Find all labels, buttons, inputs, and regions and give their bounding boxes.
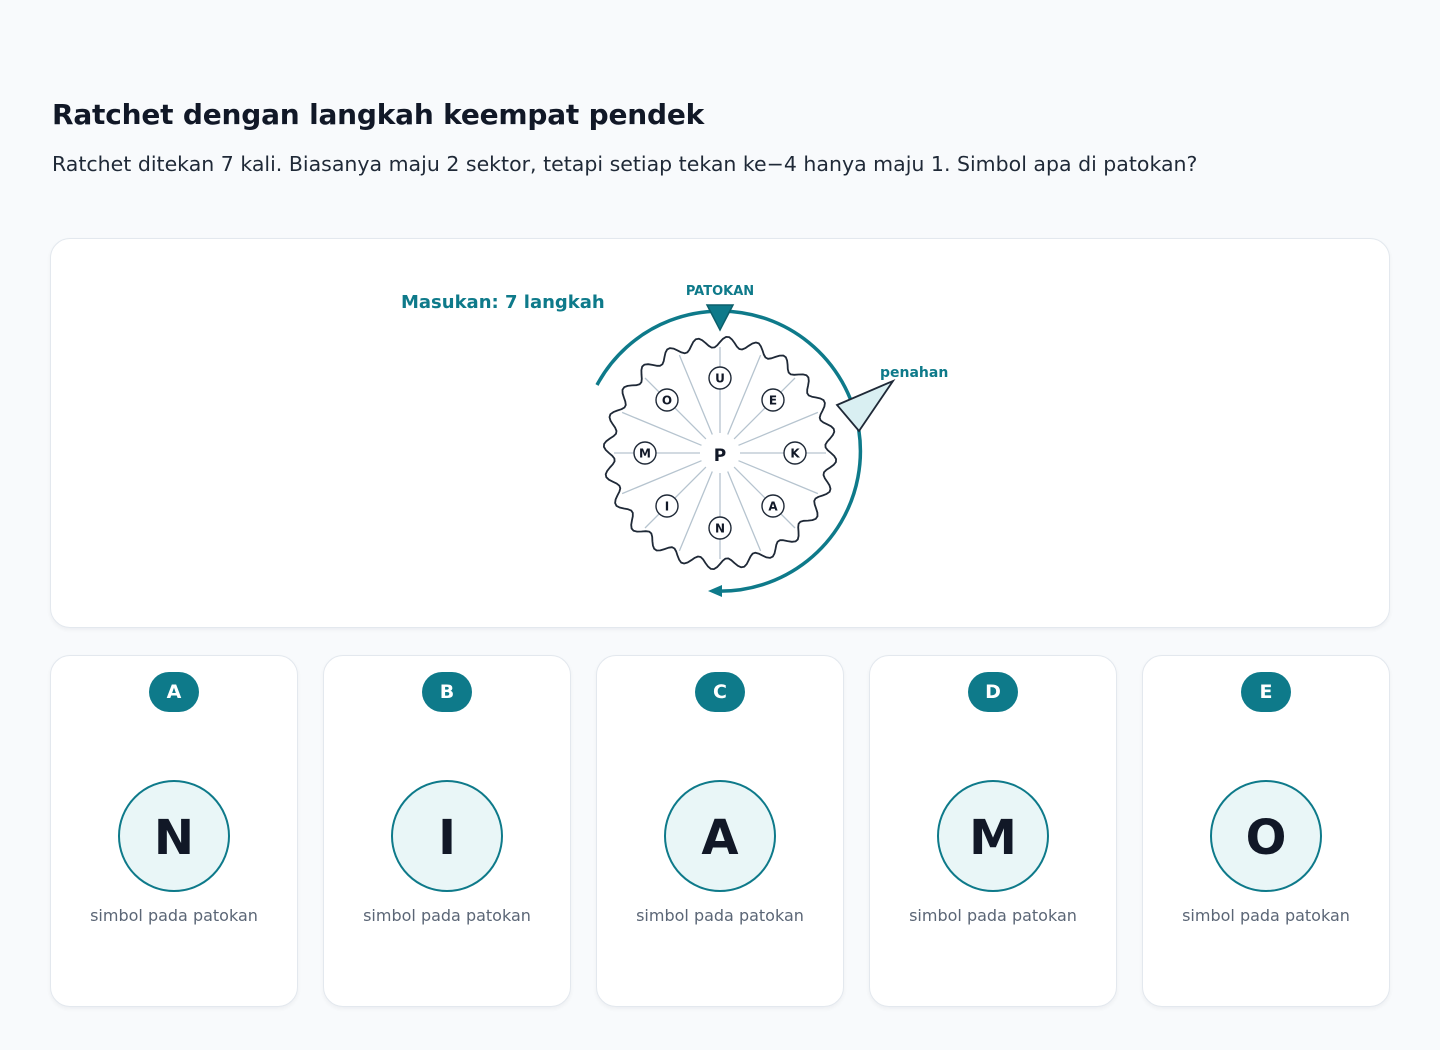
center-symbol: P (713, 446, 727, 466)
reference-marker (707, 305, 733, 330)
option-letter-badge: A (149, 672, 199, 712)
option-symbol: A (664, 780, 776, 892)
sector-symbol-u: U (715, 371, 725, 386)
ratchet-diagram (51, 239, 1389, 627)
option-card-b[interactable] (323, 655, 571, 1007)
input-label: Masukan: 7 langkah (401, 292, 605, 313)
sector-symbol-i: I (664, 499, 670, 514)
option-card-e[interactable] (1142, 655, 1390, 1007)
option-letter-badge: B (422, 672, 472, 712)
option-caption: simbol pada patokan (636, 906, 804, 925)
page-title: Ratchet dengan langkah keempat pendek (52, 98, 705, 131)
option-symbol: O (1210, 780, 1322, 892)
option-caption: simbol pada patokan (909, 906, 1077, 925)
sector-symbol-n: N (714, 521, 726, 536)
wheel-spoke (622, 412, 701, 445)
wheel-spoke (734, 378, 795, 439)
pawl-label: penahan (880, 365, 949, 381)
rotation-arrowhead (708, 585, 722, 597)
option-card-d[interactable] (869, 655, 1117, 1007)
sector-symbol-o: O (661, 393, 673, 408)
wheel-spoke (734, 467, 795, 528)
option-letter-badge: C (695, 672, 745, 712)
wheel-spoke (645, 467, 706, 528)
option-symbol: I (391, 780, 503, 892)
reference-label: PATOKAN (685, 284, 755, 299)
wheel-spoke (679, 472, 712, 551)
sector-symbol-k: K (790, 446, 800, 461)
sector-symbol-e: E (768, 393, 778, 408)
option-letter-badge: E (1241, 672, 1291, 712)
option-caption: simbol pada patokan (90, 906, 258, 925)
option-caption: simbol pada patokan (1182, 906, 1350, 925)
wheel-spoke (622, 461, 701, 494)
wheel-spoke (728, 472, 761, 551)
wheel-spoke (728, 355, 761, 434)
sector-symbol-a: A (768, 499, 778, 514)
option-card-c[interactable] (596, 655, 844, 1007)
option-symbol: M (937, 780, 1049, 892)
wheel-spoke (679, 355, 712, 434)
wheel-spoke (739, 461, 818, 494)
sector-symbol-m: M (639, 446, 651, 461)
ratchet-figure (50, 238, 1390, 628)
wheel-spoke (645, 378, 706, 439)
option-letter-badge: D (968, 672, 1018, 712)
option-card-a[interactable] (50, 655, 298, 1007)
wheel-spoke (739, 412, 818, 445)
question-text: Ratchet ditekan 7 kali. Biasanya maju 2 sektor, tetapi setiap tekan ke−4 hanya maju 1. Simbol apa di patokan? (52, 152, 1198, 176)
option-symbol: N (118, 780, 230, 892)
option-caption: simbol pada patokan (363, 906, 531, 925)
